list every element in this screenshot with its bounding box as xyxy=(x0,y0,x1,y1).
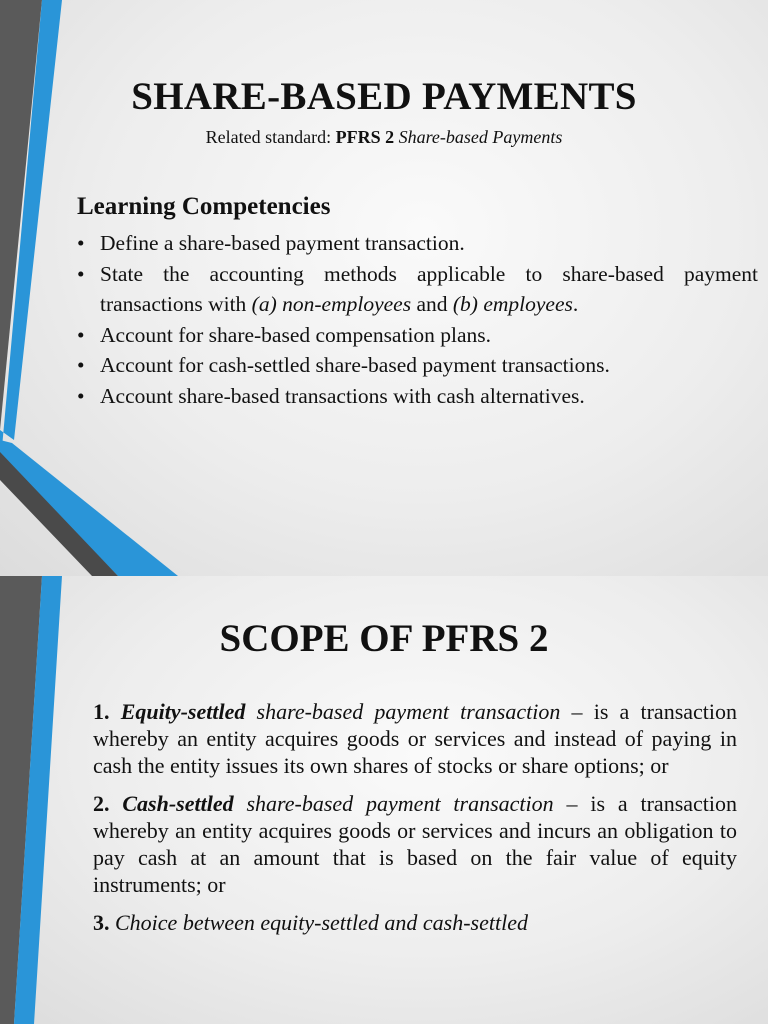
list-item xyxy=(77,320,758,351)
list-item xyxy=(93,698,737,779)
list-item xyxy=(77,381,758,412)
list-item xyxy=(77,350,758,381)
scope-list xyxy=(93,698,737,947)
subtitle-prefix: Related standard: xyxy=(205,127,336,147)
subtitle-standard: PFRS 2 xyxy=(335,127,395,147)
item-number: 1. xyxy=(93,699,110,724)
slide-title: SCOPE OF PFRS 2 xyxy=(219,617,549,660)
bullet-dot: • xyxy=(77,353,85,377)
slide-subtitle xyxy=(0,127,768,148)
item-descriptor: share-based payment transaction xyxy=(256,699,561,724)
bullet-dot: • xyxy=(77,261,85,286)
bullet-dot: • xyxy=(77,322,85,347)
deco-gray-bar xyxy=(0,0,42,430)
slide-title: SHARE-BASED PAYMENTS xyxy=(131,75,637,118)
bullet-text: Define a share-based payment transaction. xyxy=(100,231,465,255)
list-item xyxy=(93,909,737,936)
list-item xyxy=(77,228,758,259)
bullet-text: Account for share-based compensation plans. xyxy=(100,322,492,347)
bullet-end: . xyxy=(572,292,579,316)
list-item xyxy=(77,259,758,320)
item-descriptor: share-based payment transaction xyxy=(246,791,554,816)
item-text: Choice between equity-settled and cash-settled xyxy=(115,910,528,935)
subtitle-standard-name: Share-based Payments xyxy=(398,127,563,147)
list-item xyxy=(93,790,737,898)
slide-scope-of-pfrs-2 xyxy=(0,576,768,1024)
item-term: Cash-settled xyxy=(122,791,234,816)
deco-gray-corner xyxy=(0,452,118,576)
bullet-dot: • xyxy=(77,231,85,255)
item-number: 3. xyxy=(93,910,110,935)
competencies-heading: Learning Competencies xyxy=(77,193,331,220)
bullet-text: Account for cash-settled share-based payment transactions. xyxy=(100,353,610,377)
bullet-and: and xyxy=(411,292,453,316)
deco-blue-corner xyxy=(0,440,178,576)
item-definition: – is a transaction whereby an entity acquires goods or services and instead of paying in cash the entity issues its own shares of stocks or share options; or xyxy=(93,699,738,778)
item-definition: – is a transaction whereby an entity acquires goods or services and incurs an obligation to pay cash at an amount that is based on the fair value of equity instruments; or xyxy=(93,791,738,897)
bullet-text: State the accounting methods applicable to share-based payment transactions with xyxy=(100,261,758,316)
bullet-dot: • xyxy=(77,383,85,408)
item-number: 2. xyxy=(93,791,110,816)
bullet-option-b: (b) employees xyxy=(452,292,573,316)
bullet-option-a: (a) non-employees xyxy=(251,292,412,316)
item-term: Equity-settled xyxy=(120,699,246,724)
deco-blue-bar xyxy=(0,0,62,470)
bullet-text: Account share-based transactions with cash alternatives. xyxy=(100,383,585,408)
competencies-list xyxy=(77,228,758,411)
